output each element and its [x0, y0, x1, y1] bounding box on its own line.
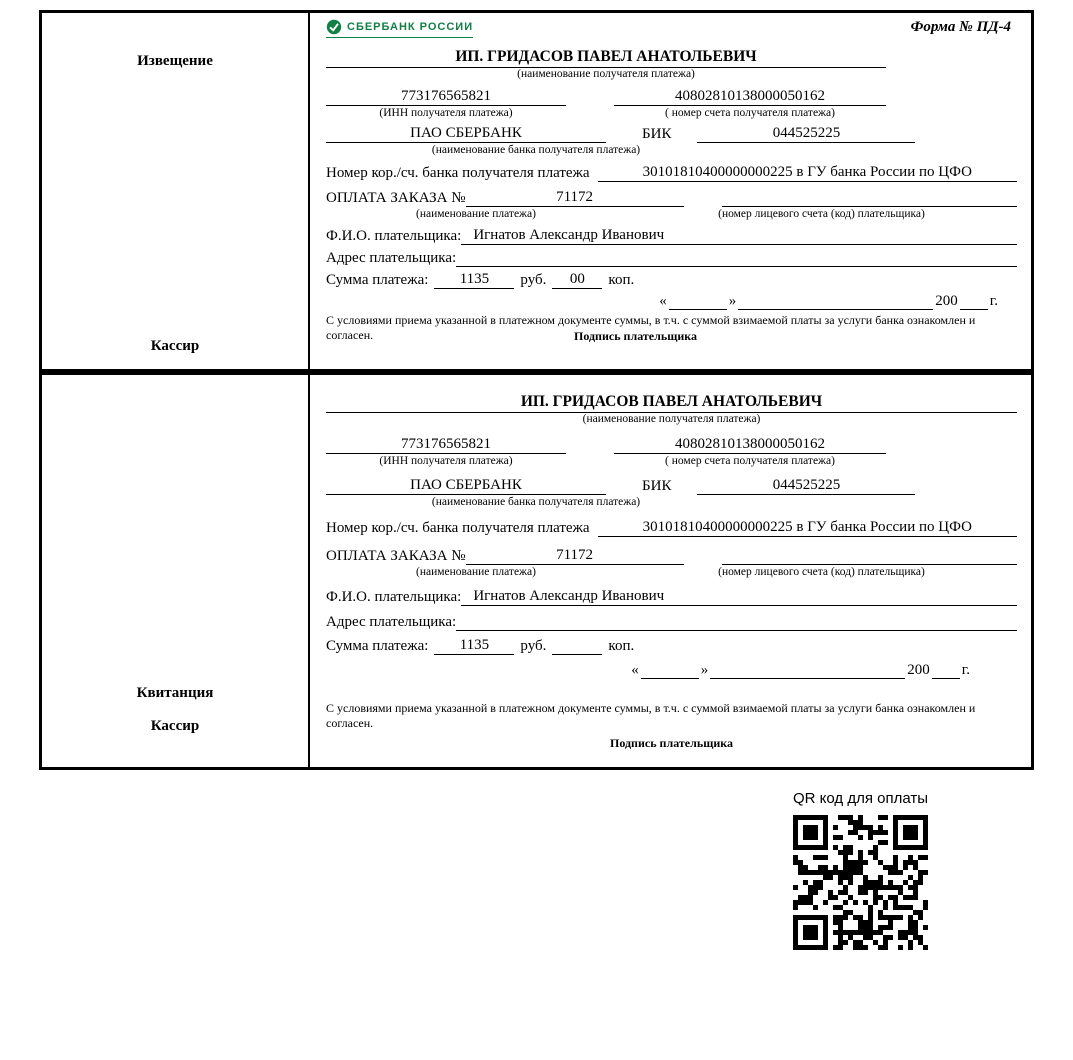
personal-account-line: [722, 547, 1017, 565]
sberbank-logo-rule: [326, 37, 473, 38]
year-suffix: г.: [961, 661, 970, 678]
personal-account-line: [722, 189, 1017, 207]
amount-label: Сумма платежа:: [326, 271, 429, 288]
corr-label: Номер кор./сч. банка получателя платежа: [326, 164, 590, 181]
address-value: [456, 249, 1017, 267]
agreement-block: [326, 313, 1017, 344]
receipt-body: [310, 375, 1031, 767]
corr-label: Номер кор./сч. банка получателя платежа: [326, 519, 590, 536]
kop-label: коп.: [608, 271, 635, 288]
form-number: Форма № ПД-4: [910, 19, 1011, 35]
bik-value: 044525225: [697, 125, 915, 143]
year-line: [932, 661, 960, 679]
sberbank-logo-text: СБЕРБАНК РОССИИ: [347, 21, 474, 33]
account-value: 40802810138000050162: [614, 436, 886, 454]
payer-label: Ф.И.О. плательщика:: [326, 227, 462, 244]
amount-rub-value: 1135: [434, 637, 514, 655]
payee-caption: (наименование получателя платежа): [582, 413, 761, 425]
payment-label: ОПЛАТА ЗАКАЗА №: [326, 189, 466, 206]
notice-body: [310, 13, 1031, 369]
rub-label: руб.: [520, 271, 547, 288]
date-month-line: [738, 292, 933, 310]
notice-cashier-label: Кассир: [150, 338, 200, 354]
qr-block: [748, 790, 973, 955]
bank-name: ПАО СБЕРБАНК: [326, 125, 606, 143]
notice-left-column: [42, 13, 310, 369]
amount-label: Сумма платежа:: [326, 637, 429, 654]
bank-caption: (наименование банка получателя платежа): [431, 496, 641, 509]
bik-label: БИК: [642, 478, 672, 495]
agreement-block: [326, 701, 1017, 751]
payer-label: Ф.И.О. плательщика:: [326, 588, 462, 605]
agreement-text: С условиями приема указанной в платежном документе суммы, в т.ч. с суммой взимаемой платы за услуги банка ознакомлен и согласен.: [326, 700, 976, 731]
payee-name: ИП. ГРИДАСОВ ПАВЕЛ АНАТОЛЬЕВИЧ: [326, 48, 886, 68]
date-quote-open: «: [631, 661, 639, 678]
corr-value: 30101810400000000225 в ГУ банка России по ЦФО: [598, 519, 1017, 537]
receipt-cashier-label: Кассир: [150, 718, 200, 734]
payee-caption: (наименование получателя платежа): [517, 68, 695, 80]
address-label: Адрес плательщика:: [326, 613, 457, 630]
agreement-text: С условиями приема указанной в платежном документе суммы, в т.ч. с суммой взимаемой платы за услуги банка ознакомлен и согласен.: [326, 312, 976, 343]
bank-caption: (наименование банка получателя платежа): [431, 144, 641, 157]
inn-value: 773176565821: [326, 436, 566, 454]
payer-value: Игнатов Александр Иванович: [461, 588, 1017, 606]
year-prefix: 200: [907, 661, 930, 678]
inn-value: 773176565821: [326, 88, 566, 106]
year-suffix: г.: [989, 292, 998, 309]
amount-rub-value: 1135: [434, 271, 514, 289]
date-quote-open: «: [659, 292, 667, 309]
notice-slip: [39, 10, 1034, 372]
notice-header: [326, 19, 1017, 46]
signature-label: Подпись плательщика: [610, 736, 733, 751]
payer-value: Игнатов Александр Иванович: [461, 227, 1017, 245]
payment-caption: (наименование платежа): [416, 565, 536, 578]
account-value: 40802810138000050162: [614, 88, 886, 106]
qr-label: QR код для оплаты: [792, 790, 928, 807]
payment-value: 71172: [466, 189, 684, 207]
payment-value: 71172: [466, 547, 684, 565]
receipt-title: Квитанция: [136, 685, 214, 701]
payee-name: ИП. ГРИДАСОВ ПАВЕЛ АНАТОЛЬЕВИЧ: [326, 393, 1017, 413]
date-quote-close: »: [728, 292, 737, 309]
date-quote-close: »: [700, 661, 709, 678]
qr-code: [793, 815, 928, 950]
payment-caption: (наименование платежа): [416, 207, 536, 220]
account-caption: ( номер счета получателя платежа): [665, 455, 835, 468]
year-prefix: 200: [935, 292, 958, 309]
notice-title: Извещение: [137, 53, 213, 69]
amount-kop-value: [552, 637, 602, 655]
amount-kop-value: 00: [552, 271, 602, 289]
date-day-line: [641, 661, 699, 679]
inn-caption: (ИНН получателя платежа): [379, 107, 513, 120]
year-line: [960, 292, 988, 310]
date-month-line: [710, 661, 905, 679]
sberbank-logo: [326, 19, 473, 38]
date-day-line: [669, 292, 727, 310]
personal-account-caption: (номер лицевого счета (код) плательщика): [718, 565, 925, 578]
signature-label: Подпись плательщика: [574, 329, 697, 344]
bik-value: 044525225: [697, 477, 915, 495]
corr-value: 30101810400000000225 в ГУ банка России по ЦФО: [598, 164, 1017, 182]
receipt-slip: [39, 372, 1034, 770]
address-label: Адрес плательщика:: [326, 249, 457, 266]
payment-label: ОПЛАТА ЗАКАЗА №: [326, 547, 466, 564]
address-value: [456, 613, 1017, 631]
inn-caption: (ИНН получателя платежа): [379, 455, 513, 468]
kop-label: коп.: [608, 637, 635, 654]
bik-label: БИК: [642, 126, 672, 143]
sberbank-logo-icon: [326, 19, 342, 35]
receipt-left-column: [42, 375, 310, 767]
rub-label: руб.: [520, 637, 547, 654]
bank-name: ПАО СБЕРБАНК: [326, 477, 606, 495]
account-caption: ( номер счета получателя платежа): [665, 107, 835, 120]
personal-account-caption: (номер лицевого счета (код) плательщика): [718, 207, 925, 220]
